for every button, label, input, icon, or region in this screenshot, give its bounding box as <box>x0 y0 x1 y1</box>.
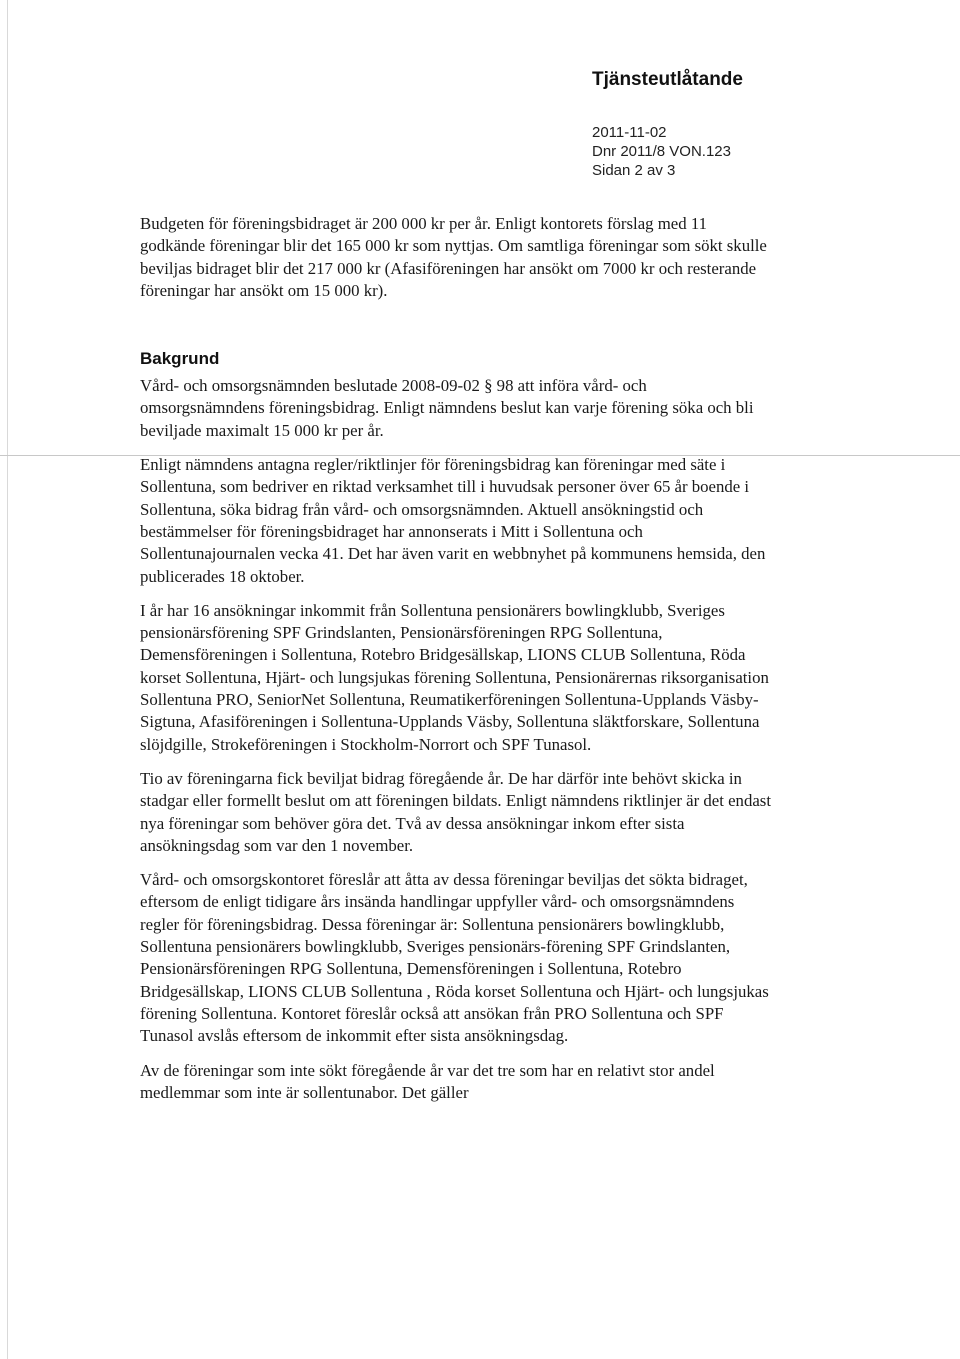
intro-paragraph: Budgeten för föreningsbidraget är 200 000 kr per år. Enligt kontorets förslag med 11 godkände föreningar blir det 165 000 kr som nyttjas. Om samtliga föreningar som sökt skulle beviljas bidraget blir det 217 000 kr (Afasiföreningen har ansökt om 7000 kr och resterande föreningar har ansökt om 15 000 kr). <box>140 214 767 300</box>
page-edge <box>7 0 8 1359</box>
paragraph-1: Vård- och omsorgsnämnden beslutade 2008-09-02 § 98 att införa vård- och omsorgsnämndens föreningsbidrag. Enligt nämndens beslut kan varje förening söka och bli beviljade maximalt 15 000 kr per år. <box>140 376 754 440</box>
document-body <box>140 213 772 1104</box>
document-dnr: Dnr 2011/8 VON.123 <box>592 143 731 160</box>
section-heading: Bakgrund <box>140 349 220 369</box>
page-number: Sidan 2 av 3 <box>592 162 676 179</box>
paragraph-3: I år har 16 ansökningar inkommit från Sollentuna pensionärers bowlingklubb, Sveriges pensionärsförening SPF Grindslanten, Pensionärsföreningen RPG Sollentuna, Demensföreningen i Sollentuna, Rotebro Bridgesällskap, LIONS CLUB Sollentuna, Röda korset Sollentuna, Hjärt- och lungsjukas förening Sollentuna, Pensionärernas riksorganisation Sollentuna PRO, SeniorNet Sollentuna, Reumatikerföreningen Sollentuna-Upplands Väsby- Sigtuna, Afasiföreningen i Sollentuna-Upplands Väsby, Sollentuna släktforskare, Sollentuna slöjdgille, Strokeföreningen i Stockholm-Norrort och SPF Tunasol. <box>140 600 769 754</box>
paragraph-2: Enligt nämndens antagna regler/riktlinjer för föreningsbidrag kan föreningar med säte i Sollentuna, som bedriver en riktad verksamhet till i huvudsak personer över 65 år boende i Sollentuna, söka bidrag från vård- och omsorgsnämnden. Aktuell ansökningstid och bestämmelser för föreningsbidraget har annonserats i Mitt i Sollentuna och Sollentunajournalen vecka 41. Det har även varit en webbnyhet på kommunens hemsida, den publicerades 18 oktober. <box>140 455 766 586</box>
document-header <box>592 68 743 180</box>
paragraph-5: Vård- och omsorgskontoret föreslår att åtta av dessa föreningar beviljas det sökta bidraget, eftersom de enligt tidigare års insända handlingar uppfyller vård- och omsorgsnämndens regler för föreningsbidrag. Dessa föreningar är: Sollentuna pensionärers bowlingklubb, Sollentuna pensionärers bowlingklubb, Sveriges pensionärs-förening SPF Grindslanten, Pensionärsföreningen RPG Sollentuna, Demensföreningen i Sollentuna, Rotebro Bridgesällskap, LIONS CLUB Sollentuna , Röda korset Sollentuna och Hjärt- och lungsjukas förening Sollentuna. Kontoret föreslår också att ansökan från PRO Sollentuna och SPF Tunasol avslås eftersom de inkommit efter sista ansökningsdag. <box>140 870 769 1046</box>
paragraph-6: Av de föreningar som inte sökt föregående år var det tre som har en relativt stor andel medlemmar som inte är sollentunabor. Det gäller <box>140 1060 715 1102</box>
paragraph-4: Tio av föreningarna fick beviljat bidrag föregående år. De har därför inte behövt skicka in stadgar eller formellt beslut om att föreningen bildats. Enligt nämndens riktlinjer är det endast nya föreningar som behöver göra det. Två av dessa ansökningar inkom efter sista ansökningsdag som var den 1 november. <box>140 768 771 855</box>
document-date: 2011-11-02 <box>592 124 667 141</box>
document-type: Tjänsteutlåtande <box>592 69 743 90</box>
